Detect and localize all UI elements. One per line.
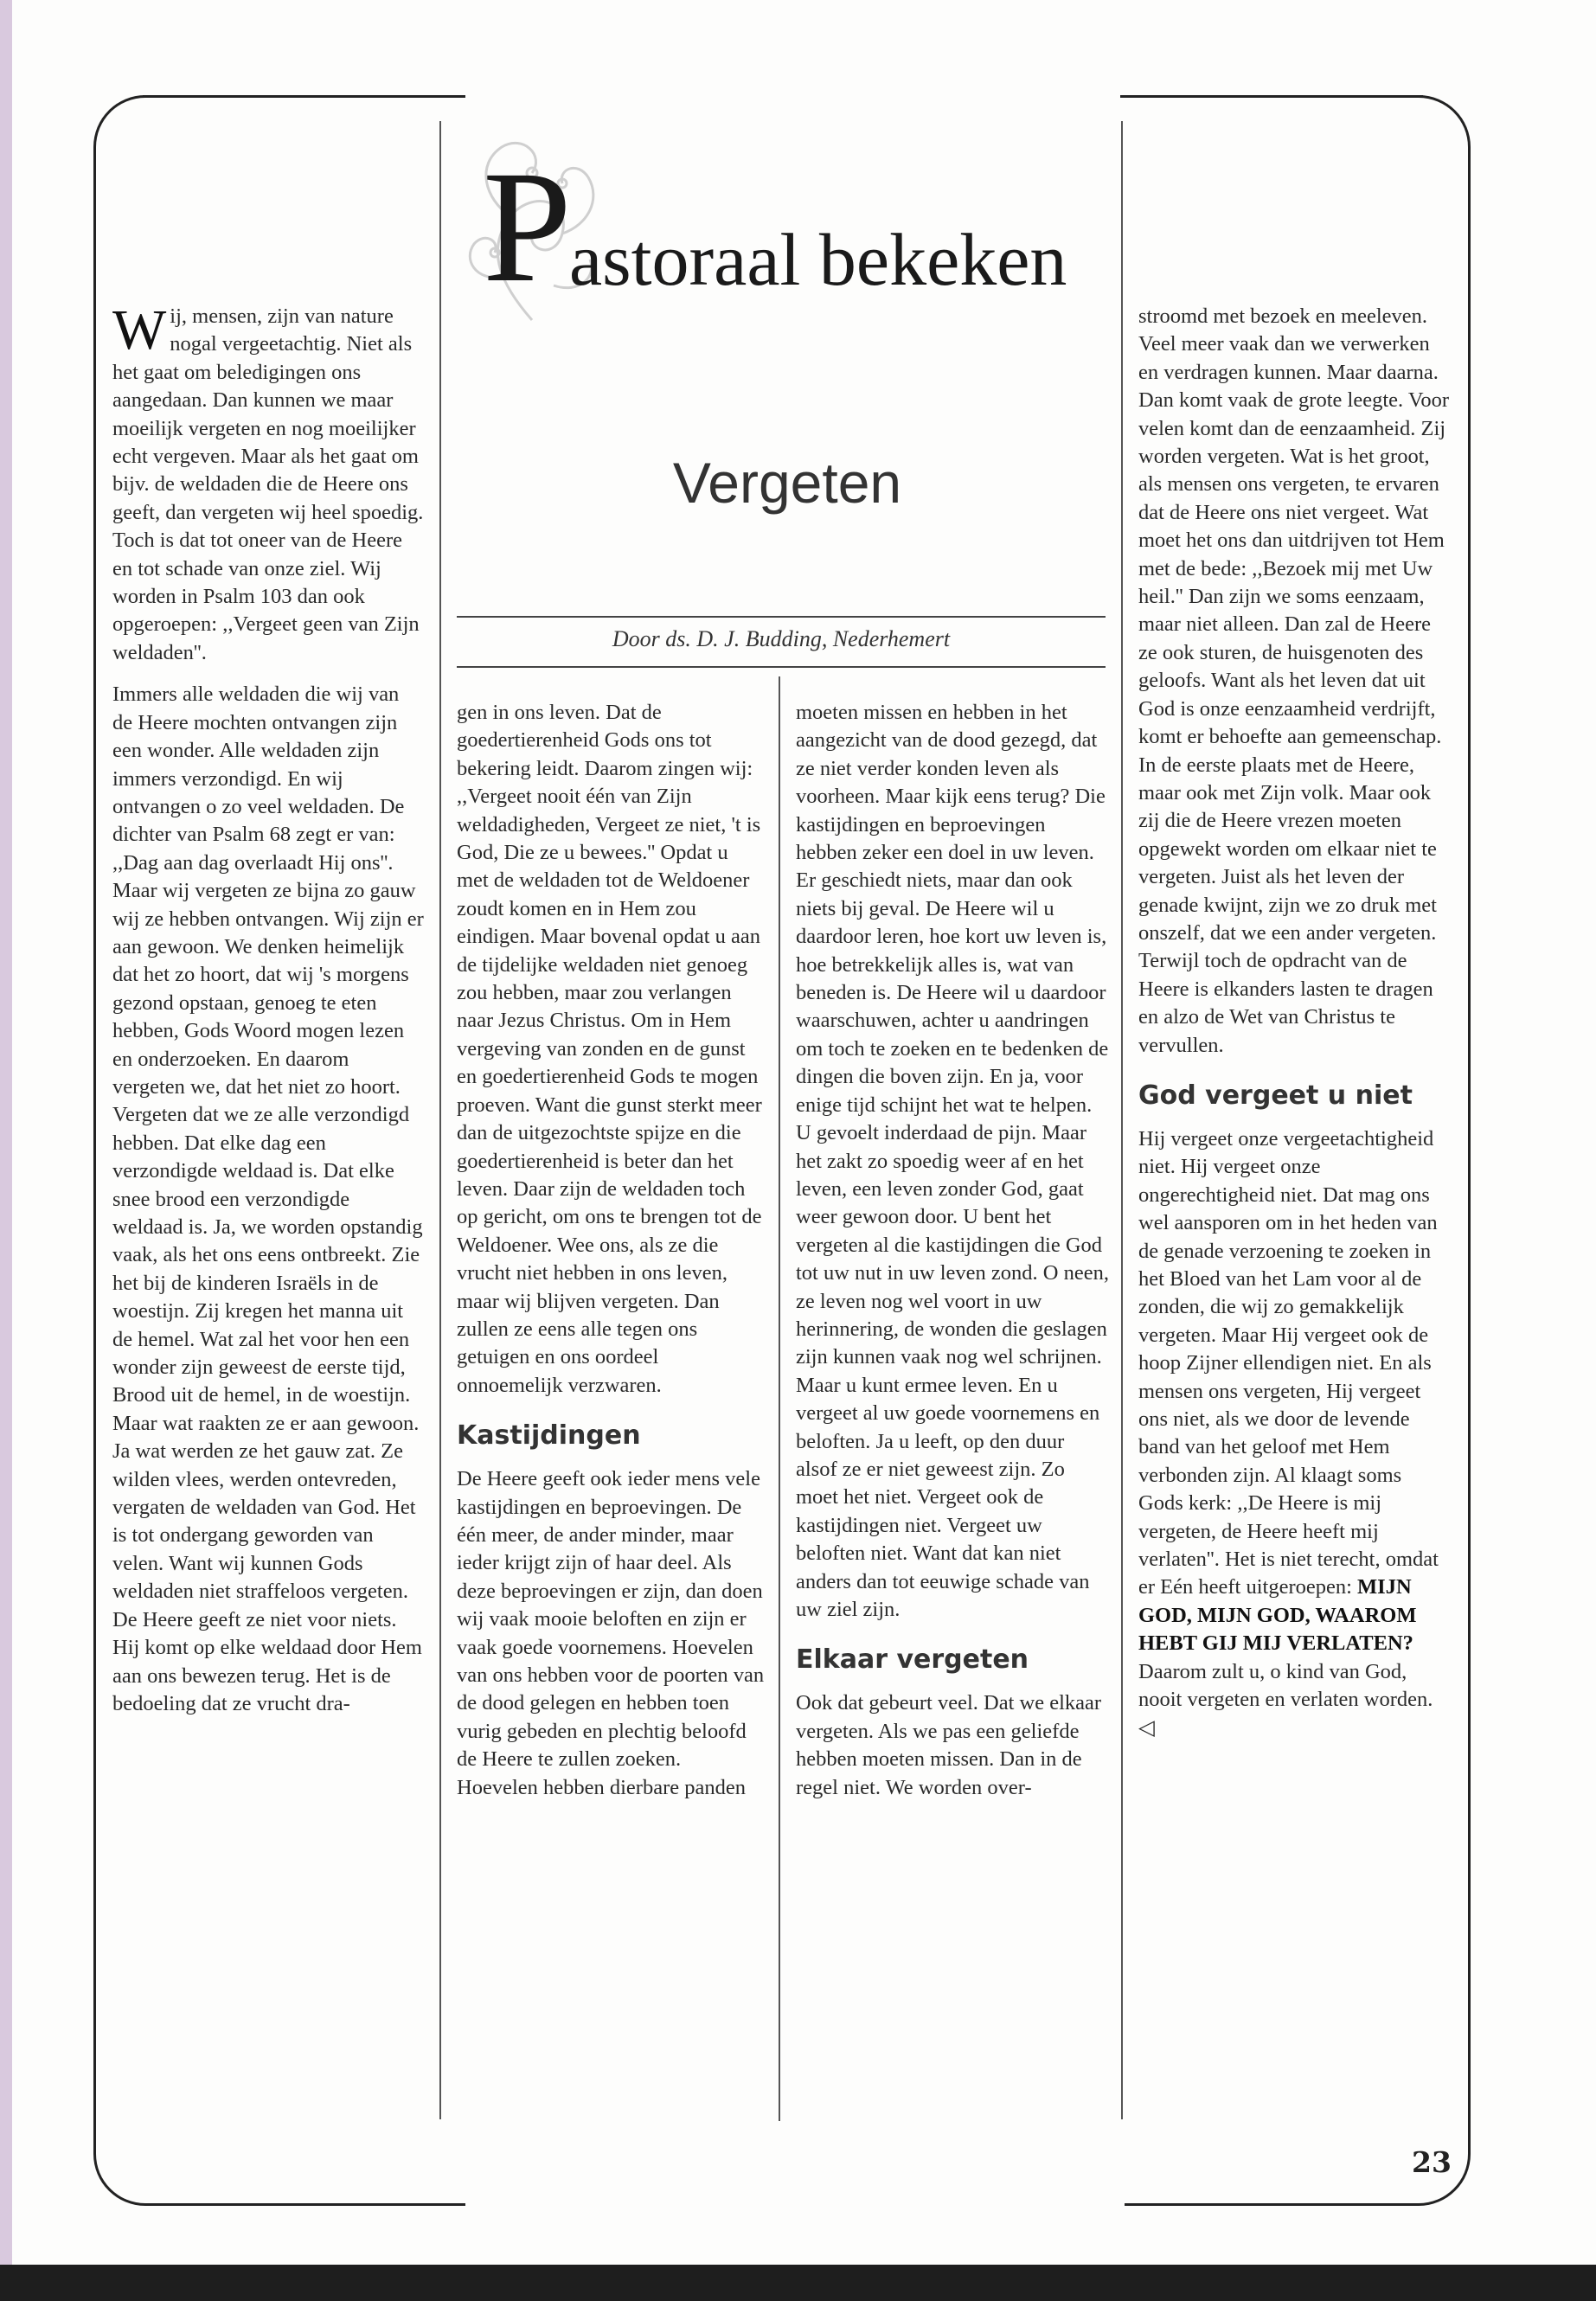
byline-rule-top bbox=[457, 616, 1106, 618]
text-column-3 bbox=[796, 699, 1109, 1816]
paragraph: Hij vergeet onze vergeetachtigheid niet. Hij vergeet onze ongerechtigheid niet. Dat mag ons wel aansporen om in het heden van de genade verzoening te zoeken in het Bloed van het Lam voor al de zonden, die wij zo gemakkelijk vergeten. Maar Hij vergeet ook de hoop Zijner ellendigen niet. En als mensen ons vergeten, Hij vergeet ons niet, als we door de levende band van het geloof met Hem verbonden zijn. Al klaagt soms Gods kerk: ,,De Heere is mij vergeten, de Heere heeft mij verlaten''. Het is niet terecht, omdat er Eén heeft uitgeroepen: MIJN GOD, MIJN GOD, WAAROM HEBT GIJ MIJ VERLATEN? Daarom zult u, o kind van God, nooit vergeten en verlaten worden. ◁ bbox=[1138, 1126, 1439, 1740]
paragraph: stroomd met bezoek en meeleven. Veel meer vaak dan we verwerken en verdragen kunnen. Maar daarna. Dan komt vaak de grote leegte. Voor velen komt dan de eenzaamheid. Zij worden vergeten. Wat is het groot, als mensen ons vergeten, te ervaren dat de Heere ons niet vergeet. Wat moet het ons dan uitdrijven tot Hem met de bede: ,,Bezoek mij met Uw heil.'' Dan zijn we soms eenzaam, maar niet alleen. Dan zal de Heere ze ook sturen, de huisgenoten des geloofs. Want als het leven dat uit God is onze eenzaamheid verdrijft, komt er behoefte aan gemeenschap. In de eerste plaats met de Heere, maar ook met Zijn volk. Maar ook zij die de Heere vrezen moeten opgewekt worden om elkaar niet te vergeten. Juist als het leven der genade kwijnt, zijn we zo druk met onszelf, dat we een ander vergeten. Terwijl toch de opdracht van de Heere is elkanders lasten te dragen en alzo de Wet van Christus te vervullen. bbox=[1138, 304, 1450, 1057]
paragraph: moeten missen en hebben in het aangezicht van de dood gezegd, dat ze niet verder konden leven als voorheen. Maar kijk eens terug? Die kastijdingen en beproevingen hebben zeker een doel in uw leven. Er geschiedt niets, maar dan ook niets bij geval. De Heere wil u daardoor leren, hoe kort uw leven is, hoe betrekkelijk alles is, wat van beneden is. De Heere wil u daardoor waarschuwen, achter u aandringen om toch te zoeken en te bedenken de dingen die boven zijn. En ja, voor enige tijd schijnt het wat te helpen. U gevoelt inderdaad de pijn. Maar het zakt zo spoedig weer af en het leven, een leven zonder God, gaat weer gewoon door. U bent het vergeten al die kastijdingen die God tot uw nut in uw leven zond. O neen, ze leven nog wel voort in uw herinnering, de wonden die geslagen zijn kunnen vaak nog wel schrijnen. Maar u kunt ermee leven. En u vergeet al uw goede voornemens en beloften. Ja u leeft, op den duur alsof ze er niet geweest zijn. Zo moet het niet. Vergeet ook de kastijdingen niet. Vergeet uw beloften niet. Want dat kan niet anders dan tot eeuwige schade van uw ziel zijn. bbox=[796, 701, 1109, 1621]
article-title: Vergeten bbox=[672, 451, 902, 515]
emphasis-quote: MIJN GOD, MIJN GOD, WAAROM HEBT GIJ MIJ VERLATEN? bbox=[1138, 1575, 1417, 1656]
text-column-2 bbox=[457, 699, 765, 1816]
byline: Door ds. D. J. Budding, Nederhemert bbox=[612, 626, 951, 651]
scan-bottom-edge bbox=[0, 2265, 1596, 2301]
column-divider-1 bbox=[439, 121, 441, 2119]
title-text: astoraal bekeken bbox=[569, 218, 1067, 301]
text-column-4 bbox=[1138, 303, 1450, 1756]
text-column-1 bbox=[112, 298, 424, 1732]
column-divider-3 bbox=[779, 676, 780, 2121]
title-initial: P bbox=[483, 138, 572, 316]
paragraph: Ook dat gebeurt veel. Dat we elkaar vergeten. Als we pas een geliefde hebben moeten missen. Dan in de regel niet. We worden over- bbox=[796, 1691, 1102, 1799]
paragraph: gen in ons leven. Dat de goedertierenheid Gods ons tot bekering leidt. Daarom zingen wij: ,,Vergeet nooit één van Zijn weldadigheden, Vergeet ze niet, 't is God, Die ze u bewees.'' Opdat u met de weldaden tot de Weldoener zoudt komen en in Hem zou eindigen. Maar bovenal opdat u aan de tijdelijke weldaden niet genoeg zou hebben, maar zou verlangen naar Jezus Christus. Om in Hem vergeving van zonden en de gunst en goedertierenheid Gods te mogen proeven. Want die gunst sterkt meer dan de uitgezochtste spijze en die goedertierenheid is beter dan het leven. Daar zijn de weldaden toch op gericht, om ons te brengen tot de Weldoener. Wee ons, als ze die vrucht niet hebben in ons leven, maar wij blijven vergeten. Dan zullen ze eens alle tegen ons getuigen en ons oordeel onnoemelijk verzwaren. bbox=[457, 701, 762, 1397]
subheading-elkaar-vergeten: Elkaar vergeten bbox=[796, 1644, 1029, 1676]
frame-top-rule-right bbox=[1120, 95, 1423, 98]
page-spine-edge bbox=[0, 0, 12, 2301]
paragraph: Immers alle weldaden die wij van de Heere mochten ontvangen zijn een wonder. Alle weldaden zijn immers verzondigd. En wij ontvangen o zo veel weldaden. De dichter van Psalm 68 zegt er van: ,,Dag aan dag overlaadt Hij ons''. Maar wij vergeten ze bijna zo gauw wij ze hebben ontvangen. Wij zijn er aan gewoon. We denken heimelijk dat het zo hoort, dat wij 's morgens gezond opstaan, genoeg te eten hebben, Gods Woord mogen lezen en onderzoeken. En daarom vergeten we, dat het niet zo hoort. Vergeten dat we ze alle verzondigd hebben. Dat elke dag een verzondigde weldaad is. Dat elke snee brood een verzondigde weldaad is. Ja, we worden opstandig vaak, als het ons eens ontbreekt. Zie het bij de kinderen Israëls in de woestijn. Zij kregen het manna uit de hemel. Wat zal het voor hen een wonder zijn geweest de eerste tijd, Brood uit de hemel, in de woestijn. Maar wat raakten ze er aan gewoon. Ja wat werden ze het gauw zat. Ze wilden vlees, werden ontevreden, vergaten de weldaden van God. Het is tot ondergang geworden van velen. Want wij kunnen Gods weldaden niet straffeloos vergeten. De Heere geeft ze niet voor niets. Hij komt op elke weldaad door Hem aan ons bewezen terug. Het is de bedoeling dat ze vrucht dra- bbox=[112, 683, 424, 1715]
byline-rule-bottom bbox=[457, 666, 1106, 668]
section-title bbox=[467, 138, 1125, 320]
subheading-kastijdingen: Kastijdingen bbox=[457, 1420, 641, 1452]
page-number: 23 bbox=[1412, 2145, 1452, 2179]
drop-cap: W bbox=[112, 298, 167, 362]
paragraph: Wij, mensen, zijn van nature nogal vergeetachtig. Niet als het gaat om beledigingen ons aangedaan. Dan kunnen we maar moeilijk vergeten en nog moeilijker echt vergeven. Maar als het gaat om bijv. de weldaden die de Heere ons geeft, dan vergeten wij heel spoedig. Toch is dat tot oneer van de Heere en tot schade van onze ziel. Wij worden in Psalm 103 dan ook opgeroepen: ,,Vergeet geen van Zijn weldaden''. bbox=[112, 298, 424, 664]
frame-top-rule-left bbox=[143, 95, 437, 98]
column-divider-2 bbox=[1121, 121, 1123, 2119]
subheading-god-vergeet-u-niet: God vergeet u niet bbox=[1138, 1080, 1413, 1111]
paragraph: De Heere geeft ook ieder mens vele kastijdingen en beproevingen. De één meer, de ander minder, maar ieder krijgt zijn of haar deel. Als deze beproevingen er zijn, dan doen wij vaak mooie beloften en zijn er vaak goede voornemens. Hoevelen van ons hebben voor de poorten van de dood gelegen en hebben toen vurig gebeden en plechtig beloofd de Heere te zullen zoeken. Hoevelen hebben dierbare panden bbox=[457, 1467, 765, 1799]
